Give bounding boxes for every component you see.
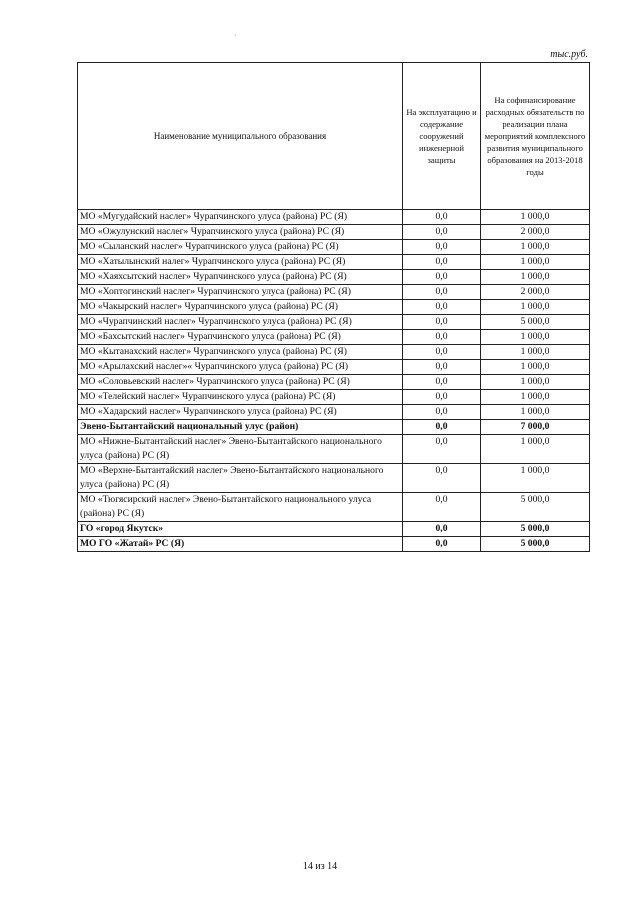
- cofinancing-cell: 5 000,0: [481, 522, 590, 537]
- engineering-protection-cell: 0,0: [403, 330, 481, 345]
- cofinancing-cell: 1 000,0: [481, 300, 590, 315]
- engineering-protection-cell: 0,0: [403, 255, 481, 270]
- engineering-protection-cell: 0,0: [403, 537, 481, 552]
- cofinancing-cell: 2 000,0: [481, 285, 590, 300]
- cofinancing-cell: 5 000,0: [481, 493, 590, 522]
- cofinancing-cell: 1 000,0: [481, 270, 590, 285]
- table-row: [78, 420, 590, 435]
- table-row: [78, 435, 590, 464]
- engineering-protection-cell: 0,0: [403, 360, 481, 375]
- table-row: [78, 345, 590, 360]
- budget-table: [77, 62, 590, 552]
- municipality-name-cell: МО «Верхне-Бытантайский наслег» Эвено-Бытантайского национального улуса (района) РС (Я): [78, 464, 403, 493]
- cofinancing-cell: 1 000,0: [481, 375, 590, 390]
- header-engineering-protection: На эксплуатацию и содержание сооружений инженерной защиты: [403, 63, 481, 210]
- table-row: [78, 225, 590, 240]
- engineering-protection-cell: 0,0: [403, 375, 481, 390]
- table-row: [78, 522, 590, 537]
- header-municipality-name: Наименование муниципального образования: [78, 63, 403, 210]
- table-row: [78, 405, 590, 420]
- municipality-name-cell: МО «Хатылынский налег» Чурапчинского улуса (района) РС (Я): [78, 255, 403, 270]
- table-row: [78, 330, 590, 345]
- municipality-name-cell: МО ГО «Жатай» РС (Я): [78, 537, 403, 552]
- engineering-protection-cell: 0,0: [403, 225, 481, 240]
- engineering-protection-cell: 0,0: [403, 240, 481, 255]
- engineering-protection-cell: 0,0: [403, 345, 481, 360]
- engineering-protection-cell: 0,0: [403, 464, 481, 493]
- cofinancing-cell: 1 000,0: [481, 390, 590, 405]
- municipality-name-cell: МО «Сыланский наслег» Чурапчинского улуса (района) РС (Я): [78, 240, 403, 255]
- engineering-protection-cell: 0,0: [403, 405, 481, 420]
- table-row: [78, 300, 590, 315]
- municipality-name-cell: МО «Арылахский наслег»« Чурапчинского улуса (района) РС (Я): [78, 360, 403, 375]
- table-body: [78, 210, 590, 552]
- cofinancing-cell: 2 000,0: [481, 225, 590, 240]
- municipality-name-cell: МО «Чакырский наслег» Чурапчинского улуса (района) РС (Я): [78, 300, 403, 315]
- municipality-name-cell: МО «Нижне-Бытантайский наслег» Эвено-Бытантайского национального улуса (района) РС (Я): [78, 435, 403, 464]
- cofinancing-cell: 1 000,0: [481, 464, 590, 493]
- cofinancing-cell: 1 000,0: [481, 255, 590, 270]
- municipality-name-cell: МО «Телейский наслег» Чурапчинского улуса (района) РС (Я): [78, 390, 403, 405]
- engineering-protection-cell: 0,0: [403, 493, 481, 522]
- cofinancing-cell: 1 000,0: [481, 405, 590, 420]
- table-row: [78, 390, 590, 405]
- table-row: [78, 493, 590, 522]
- municipality-name-cell: МО «Ожулунский наслег» Чурапчинского улуса (района) РС (Я): [78, 225, 403, 240]
- cofinancing-cell: 1 000,0: [481, 360, 590, 375]
- municipality-name-cell: МО «Хоптогинский наслег» Чурапчинского улуса (района) РС (Я): [78, 285, 403, 300]
- cofinancing-cell: 7 000,0: [481, 420, 590, 435]
- table-row: [78, 255, 590, 270]
- municipality-name-cell: ГО «город Якутск»: [78, 522, 403, 537]
- table-header-row: [78, 63, 590, 210]
- municipality-name-cell: МО «Соловьевский наслег» Чурапчинского улуса (района) РС (Я): [78, 375, 403, 390]
- engineering-protection-cell: 0,0: [403, 522, 481, 537]
- municipality-name-cell: МО «Хадарский наслег» Чурапчинского улуса (района) РС (Я): [78, 405, 403, 420]
- municipality-name-cell: МО «Тюгясирский наслег» Эвено-Бытантайского национального улуса (района) РС (Я): [78, 493, 403, 522]
- engineering-protection-cell: 0,0: [403, 300, 481, 315]
- table-row: [78, 285, 590, 300]
- top-mark: ·: [234, 31, 237, 40]
- engineering-protection-cell: 0,0: [403, 210, 481, 225]
- table-row: [78, 464, 590, 493]
- engineering-protection-cell: 0,0: [403, 420, 481, 435]
- cofinancing-cell: 5 000,0: [481, 537, 590, 552]
- table-row: [78, 270, 590, 285]
- engineering-protection-cell: 0,0: [403, 390, 481, 405]
- cofinancing-cell: 1 000,0: [481, 330, 590, 345]
- cofinancing-cell: 1 000,0: [481, 435, 590, 464]
- municipality-name-cell: МО «Хаяхсытский наслег» Чурапчинского улуса (района) РС (Я): [78, 270, 403, 285]
- engineering-protection-cell: 0,0: [403, 285, 481, 300]
- engineering-protection-cell: 0,0: [403, 435, 481, 464]
- cofinancing-cell: 5 000,0: [481, 315, 590, 330]
- page-number: 14 из 14: [302, 861, 338, 872]
- municipality-name-cell: Эвено-Бытантайский национальный улус (район): [78, 420, 403, 435]
- engineering-protection-cell: 0,0: [403, 315, 481, 330]
- table-row: [78, 375, 590, 390]
- units-label: тыс.руб.: [550, 49, 588, 60]
- municipality-name-cell: МО «Чурапчинский наслег» Чурапчинского улуса (района) РС (Я): [78, 315, 403, 330]
- cofinancing-cell: 1 000,0: [481, 240, 590, 255]
- engineering-protection-cell: 0,0: [403, 270, 481, 285]
- municipality-name-cell: МО «Кытанахский наслег» Чурапчинского улуса (района) РС (Я): [78, 345, 403, 360]
- table-row: [78, 315, 590, 330]
- table-row: [78, 210, 590, 225]
- table-row: [78, 537, 590, 552]
- municipality-name-cell: МО «Мугудайский наслег» Чурапчинского улуса (района) РС (Я): [78, 210, 403, 225]
- table-row: [78, 360, 590, 375]
- cofinancing-cell: 1 000,0: [481, 210, 590, 225]
- table-row: [78, 240, 590, 255]
- cofinancing-cell: 1 000,0: [481, 345, 590, 360]
- municipality-name-cell: МО «Бахсытский наслег» Чурапчинского улуса (района) РС (Я): [78, 330, 403, 345]
- header-cofinancing: На софинансирование расходных обязательств по реализации плана мероприятий комплексного развития муниципального образования на 2013-2018 годы: [481, 63, 590, 210]
